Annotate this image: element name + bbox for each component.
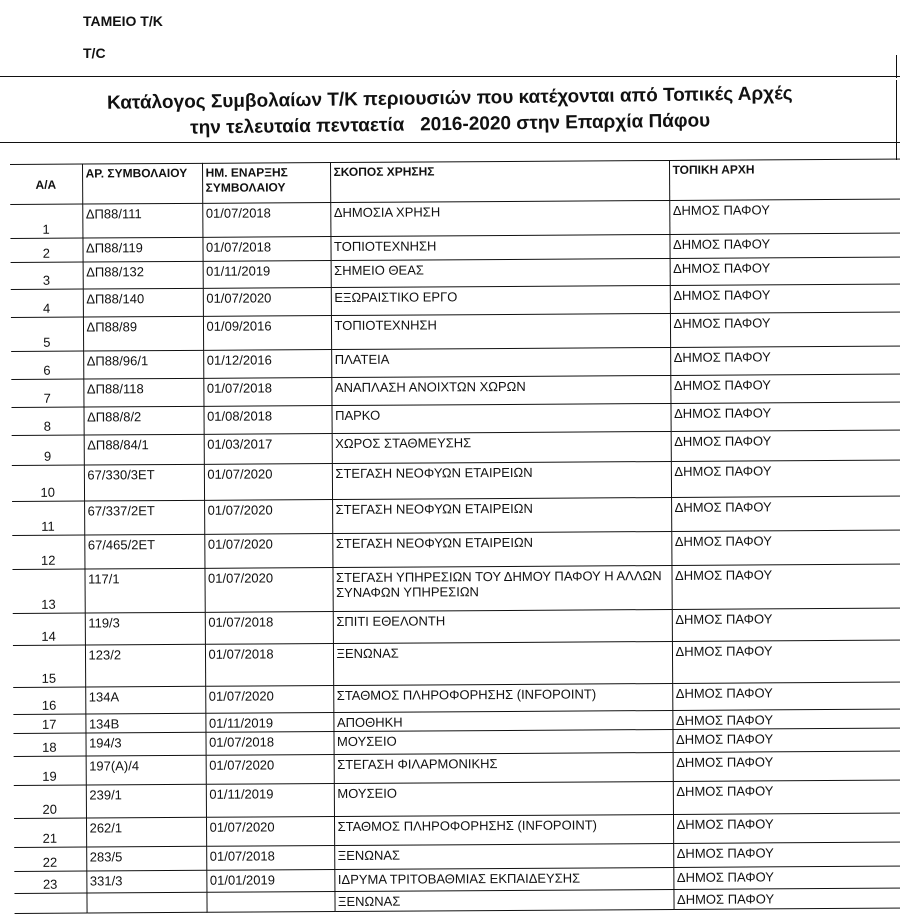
contract-number: ΔΠ88/96/1 [83, 350, 203, 379]
document-title [0, 80, 900, 145]
contract-number: ΔΠ88/132 [83, 261, 203, 289]
start-date: 01/07/2018 [205, 612, 333, 645]
local-authority: ΔΗΜΟΣ ΠΑΦΟΥ [672, 709, 900, 729]
usage-purpose: ΣΠΙΤΙ ΕΘΕΛΟΝΤΗ [333, 609, 672, 643]
start-date: 01/03/2017 [204, 434, 332, 465]
start-date: 01/07/2020 [204, 534, 332, 569]
start-date [206, 892, 334, 913]
contract-number: 331/3 [86, 870, 206, 893]
top-rule [0, 76, 900, 77]
row-number: 15 [13, 645, 85, 687]
title-right-rule [896, 80, 897, 160]
row-number: 5 [11, 317, 83, 351]
title-line-2: την τελευταία πενταετία 2016-2020 στην Επαρχία Πάφου [190, 110, 711, 139]
row-number: 7 [11, 379, 83, 407]
usage-purpose: ΞΕΝΩΝΑΣ [334, 843, 673, 869]
start-date: 01/07/2018 [206, 846, 334, 871]
row-number: 11 [12, 501, 84, 535]
local-authority: ΔΗΜΟΣ ΠΑΦΟΥ [672, 608, 900, 641]
row-number: 13 [12, 569, 84, 613]
start-date: 01/11/2019 [206, 784, 334, 818]
usage-purpose: ΙΔΡΥΜΑ ΤΡΙΤΟΒΑΘΜΙΑΣ ΕΚΠΑΙΔΕΥΣΗΣ [334, 867, 673, 891]
local-authority: ΔΗΜΟΣ ΠΑΦΟΥ [672, 728, 900, 752]
right-edge-rule [896, 55, 897, 78]
column-header-contract: ΑΡ. ΣΥΜΒΟΛΑΙΟΥ [82, 163, 202, 204]
local-authority: ΔΗΜΟΣ ΠΑΦΟΥ [672, 640, 900, 683]
usage-purpose: ΑΝΑΠΛΑΣΗ ΑΝΟΙΧΤΩΝ ΧΩΡΩΝ [331, 375, 670, 405]
column-header-date: ΗΜ. ΕΝΑΡΞΗΣ ΣΥΜΒΟΛΑΙΟΥ [202, 163, 330, 204]
row-number: 9 [12, 435, 84, 465]
contract-number: 283/5 [86, 846, 206, 871]
usage-purpose: ΧΩΡΟΣ ΣΤΑΘΜΕΥΣΗΣ [332, 431, 671, 463]
contract-number: ΔΠ88/84/1 [84, 434, 204, 465]
column-header-purpose: ΣΚΟΠΟΣ ΧΡΗΣΗΣ [330, 160, 669, 202]
contract-number: 194/3 [85, 732, 205, 756]
start-date: 01/08/2018 [203, 406, 331, 435]
usage-purpose: ΔΗΜΟΣΙΑ ΧΡΗΣΗ [330, 200, 669, 236]
contract-number: ΔΠ88/140 [83, 288, 203, 317]
row-number: 3 [11, 262, 83, 289]
start-date: 01/07/2020 [204, 464, 332, 501]
local-authority: ΔΗΜΟΣ ΠΑΦΟΥ [670, 346, 900, 375]
row-number: 19 [14, 756, 86, 785]
row-number: 16 [13, 687, 85, 714]
usage-purpose: ΣΤΕΓΑΣΗ ΥΠΗΡΕΣΙΩΝ ΤΟΥ ΔΗΜΟΥ ΠΑΦΟΥ Η ΑΛΛΩΝ ΣΥΝΑΦΩΝ ΥΠΗΡΕΣΙΩΝ [332, 565, 671, 611]
contracts-table [10, 158, 900, 913]
start-date: 01/07/2020 [204, 500, 332, 535]
contract-number: 123/2 [85, 644, 205, 687]
local-authority: ΔΗΜΟΣ ΠΑΦΟΥ [671, 496, 900, 531]
table-row [10, 199, 900, 238]
table-row [12, 460, 900, 501]
row-number: 6 [11, 351, 83, 379]
start-date: 01/01/2019 [206, 870, 334, 893]
contract-number: ΔΠ88/89 [83, 316, 203, 351]
table-row [12, 530, 900, 569]
usage-purpose: ΣΤΑΘΜΟΣ ΠΛΗΡΟΦΟΡΗΣΗΣ (INFOPOINT) [334, 814, 673, 845]
local-authority: ΔΗΜΟΣ ΠΑΦΟΥ [673, 842, 900, 867]
start-date: 01/07/2020 [206, 817, 334, 847]
row-number: 1 [10, 204, 82, 238]
contract-number: ΔΠ88/8/2 [83, 406, 203, 435]
table-row [14, 888, 900, 913]
local-authority: ΔΗΜΟΣ ΠΑΦΟΥ [673, 888, 900, 909]
local-authority: ΔΗΜΟΣ ΠΑΦΟΥ [670, 402, 900, 431]
start-date: 01/09/2016 [203, 316, 331, 351]
contract-number: ΔΠ88/119 [82, 237, 202, 262]
start-date: 01/07/2018 [202, 203, 330, 238]
row-number: 2 [10, 238, 82, 262]
contract-number: 67/330/3ΕΤ [84, 464, 204, 501]
start-date: 01/07/2018 [205, 732, 333, 756]
usage-purpose: ΣΤΕΓΑΣΗ ΦΙΛΑΡΜΟΝΙΚΗΣ [334, 752, 673, 783]
row-number: 4 [11, 289, 83, 317]
start-date: 01/07/2020 [204, 568, 332, 613]
row-number: 14 [13, 613, 85, 645]
start-date: 01/07/2018 [203, 378, 331, 407]
column-header-aa: Α/Α [10, 164, 82, 204]
contract-number [86, 892, 206, 913]
table-row [12, 496, 900, 535]
local-authority: ΔΗΜΟΣ ΠΑΦΟΥ [671, 530, 900, 565]
table-row [13, 640, 900, 687]
table-row [13, 608, 900, 645]
start-date: 01/07/2020 [205, 686, 333, 714]
local-authority: ΔΗΜΟΣ ΠΑΦΟΥ [669, 233, 900, 258]
usage-purpose: ΣΗΜΕΙΟ ΘΕΑΣ [331, 258, 670, 287]
local-authority: ΔΗΜΟΣ ΠΑΦΟΥ [673, 813, 900, 843]
start-date: 01/12/2016 [203, 350, 331, 379]
usage-purpose: ΜΟΥΣΕΙΟ [333, 729, 672, 754]
title-line-1: Κατάλογος Συμβολαίων Τ/Κ περιουσιών που κατέχονται από Τοπικές Αρχές [106, 83, 793, 114]
usage-purpose: ΕΞΩΡΑΙΣΤΙΚΟ ΕΡΓΟ [331, 285, 670, 315]
start-date: 01/07/2018 [205, 644, 333, 687]
contract-number: 197(Α)/4 [86, 755, 206, 785]
row-number [14, 893, 86, 913]
local-authority: ΔΗΜΟΣ ΠΑΦΟΥ [671, 430, 900, 461]
local-authority: ΔΗΜΟΣ ΠΑΦΟΥ [670, 374, 900, 403]
organization-name: ΤΑΜΕΙΟ Τ/Κ [83, 13, 163, 29]
row-number: 10 [12, 465, 84, 501]
row-number: 18 [13, 733, 85, 756]
usage-purpose: ΣΤΕΓΑΣΗ ΝΕΟΦΥΩΝ ΕΤΑΙΡΕΙΩΝ [332, 531, 671, 567]
row-number: 21 [14, 818, 86, 847]
row-number: 22 [14, 847, 86, 871]
usage-purpose: ΠΑΡΚΟ [331, 403, 670, 433]
usage-purpose: ΞΕΝΩΝΑΣ [333, 641, 672, 685]
organization-code: Τ/C [83, 45, 106, 61]
local-authority: ΔΗΜΟΣ ΠΑΦΟΥ [672, 682, 900, 710]
row-number: 8 [11, 407, 83, 435]
usage-purpose: ΣΤΕΓΑΣΗ ΝΕΟΦΥΩΝ ΕΤΑΙΡΕΙΩΝ [332, 461, 671, 499]
row-number: 12 [12, 535, 84, 569]
start-date: 01/11/2019 [203, 261, 331, 289]
usage-purpose: ΜΟΥΣΕΙΟ [334, 781, 673, 816]
local-authority: ΔΗΜΟΣ ΠΑΦΟΥ [670, 312, 900, 347]
column-header-authority: ΤΟΠΙΚΗ ΑΡΧΗ [669, 159, 900, 200]
table-header-row [10, 159, 900, 204]
row-number: 23 [14, 871, 86, 893]
contract-number: 119/3 [85, 612, 205, 645]
local-authority: ΔΗΜΟΣ ΠΑΦΟΥ [669, 199, 900, 234]
contract-number: 117/1 [84, 568, 204, 613]
contract-number: 239/1 [86, 784, 206, 818]
table-row [14, 780, 900, 818]
contract-number: 134Α [85, 686, 205, 714]
usage-purpose: ΤΟΠΙΟΤΕΧΝΗΣΗ [330, 234, 669, 260]
contract-number: 262/1 [86, 817, 206, 847]
contract-number: 67/465/2ΕΤ [84, 534, 204, 569]
start-date: 01/07/2020 [206, 755, 334, 785]
usage-purpose: ΠΛΑΤΕΙΑ [331, 347, 670, 377]
usage-purpose: ΣΤΕΓΑΣΗ ΝΕΟΦΥΩΝ ΕΤΑΙΡΕΙΩΝ [332, 497, 671, 533]
row-number: 17 [13, 714, 85, 733]
row-number: 20 [14, 785, 86, 818]
table-row [11, 312, 900, 351]
usage-purpose: ΞΕΝΩΝΑΣ [334, 889, 673, 911]
local-authority: ΔΗΜΟΣ ΠΑΦΟΥ [671, 564, 900, 609]
usage-purpose: ΤΟΠΙΟΤΕΧΝΗΣΗ [331, 313, 670, 349]
local-authority: ΔΗΜΟΣ ΠΑΦΟΥ [673, 780, 900, 814]
usage-purpose: ΣΤΑΘΜΟΣ ΠΛΗΡΟΦΟΡΗΣΗΣ (INFOPOINT) [333, 683, 672, 712]
local-authority: ΔΗΜΟΣ ΠΑΦΟΥ [673, 751, 900, 781]
title-bottom-rule [0, 142, 900, 143]
contract-number: ΔΠ88/111 [82, 203, 202, 238]
local-authority: ΔΗΜΟΣ ΠΑΦΟΥ [670, 257, 900, 285]
start-date: 01/07/2020 [203, 288, 331, 317]
contract-number: 67/337/2ΕΤ [84, 500, 204, 535]
usage-purpose: ΑΠΟΘΗΚΗ [333, 710, 672, 731]
local-authority: ΔΗΜΟΣ ΠΑΦΟΥ [671, 460, 900, 497]
start-date: 01/11/2019 [205, 713, 333, 733]
local-authority: ΔΗΜΟΣ ΠΑΦΟΥ [670, 284, 900, 313]
local-authority: ΔΗΜΟΣ ΠΑΦΟΥ [673, 866, 900, 889]
contract-number: 134Β [85, 713, 205, 733]
table-row [12, 564, 900, 613]
start-date: 01/07/2018 [202, 237, 330, 262]
contract-number: ΔΠ88/118 [83, 378, 203, 407]
